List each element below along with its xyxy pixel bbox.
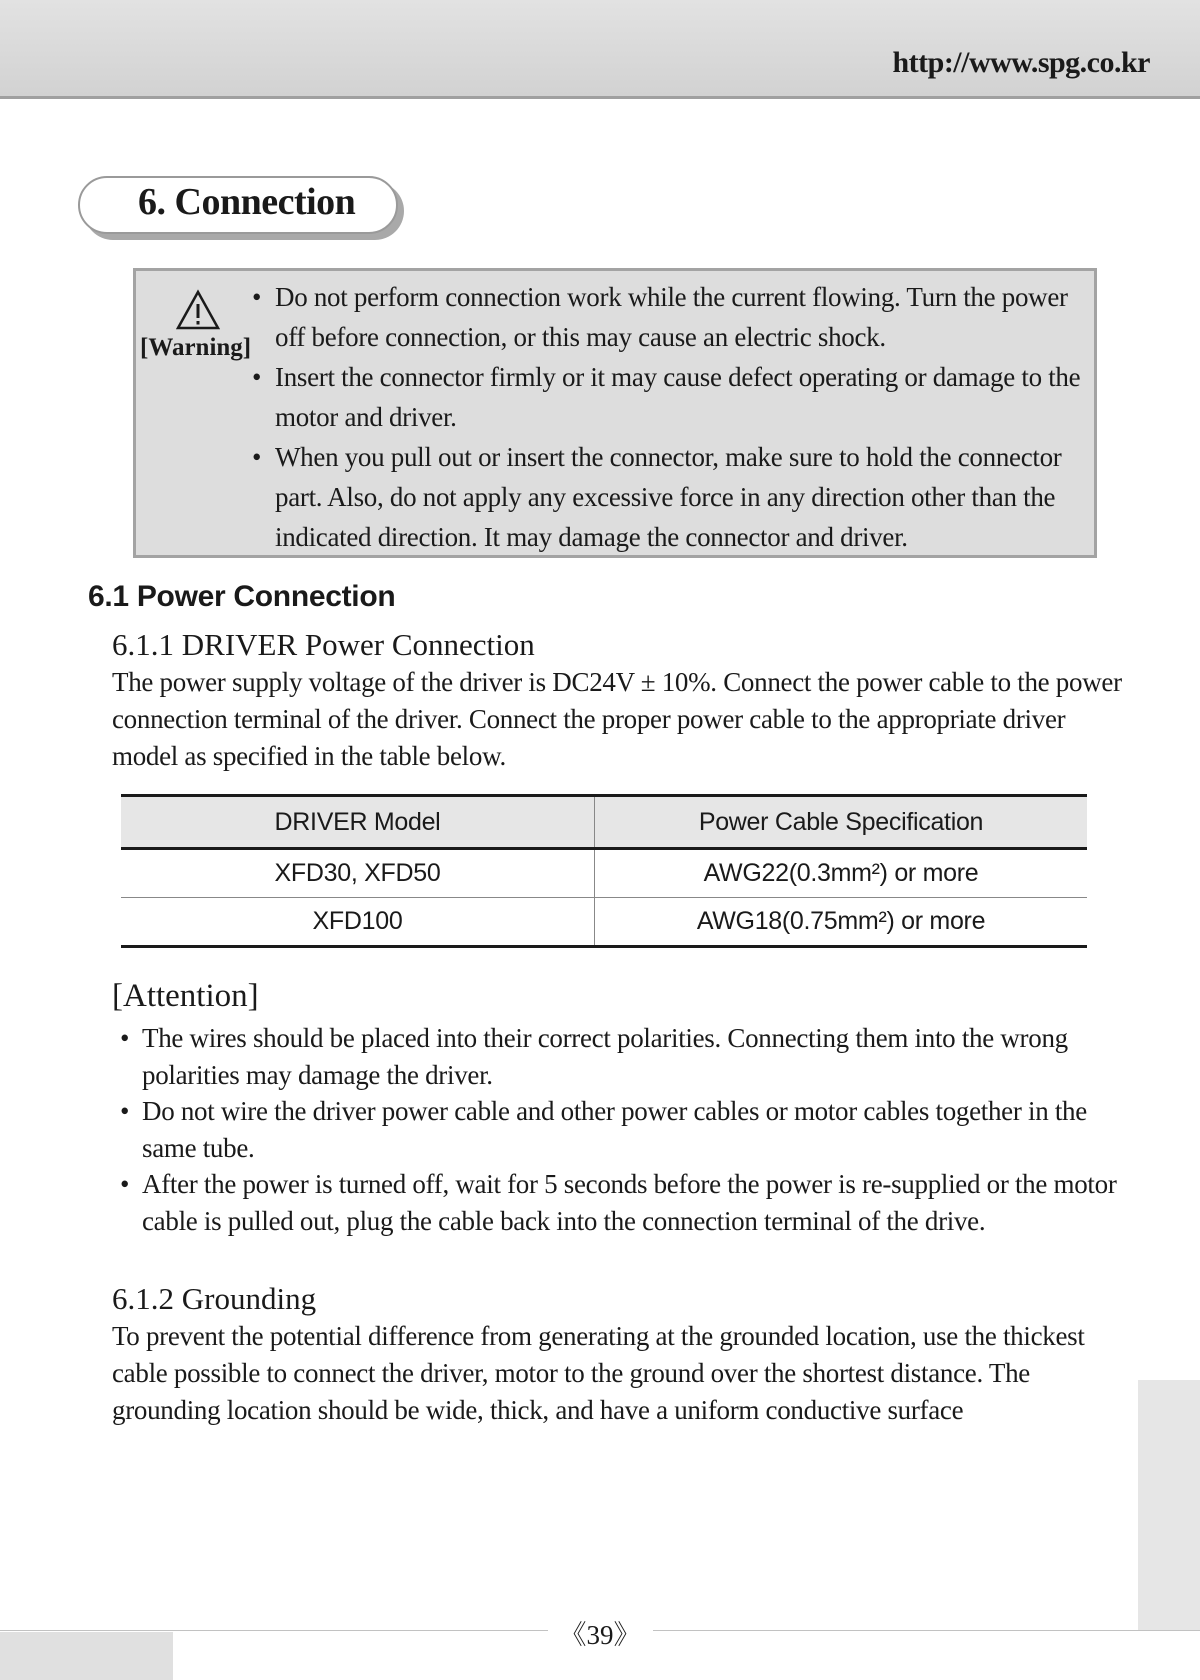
table-header-row (121, 796, 1087, 849)
subsection-heading: 6.1.2 Grounding (112, 1281, 317, 1316)
column-header: DRIVER Model (121, 796, 595, 849)
warning-label: [Warning] (140, 334, 252, 361)
warning-triangle-icon (176, 289, 220, 331)
attention-list (118, 1020, 1133, 1239)
list-item: • When you pull out or insert the connector, make sure to hold the connector part. Also, do not apply any excessive force in any direction other than the indicated direction. It may damage the connector and driver. (250, 437, 1095, 557)
subsection-heading: 6.1.1 DRIVER Power Connection (112, 627, 535, 662)
side-tab (1138, 1380, 1200, 1630)
table-row (121, 898, 1087, 947)
section-title: 6. Connection (138, 181, 356, 223)
page-number-wrap (0, 1613, 1200, 1652)
warning-list (250, 277, 1095, 557)
table-cell: AWG18(0.75mm²) or more (595, 898, 1088, 947)
attention-title: [Attention] (112, 978, 259, 1014)
power-cable-table (121, 794, 1087, 948)
column-header: Power Cable Specification (595, 796, 1088, 849)
table-row (121, 849, 1087, 898)
table-cell: XFD100 (121, 898, 595, 947)
list-item: • Insert the connector firmly or it may cause defect operating or damage to the motor and driver. (250, 357, 1095, 437)
body-paragraph: To prevent the potential difference from generating at the grounded location, use the thickest cable possible to connect the driver, motor to the ground over the shortest distance. The grounding location should be wide, thick, and have a uniform conductive surface (112, 1321, 1085, 1425)
list-item: • After the power is turned off, wait for 5 seconds before the power is re-supplied or the motor cable is pulled out, plug the cable back into the connection terminal of the drive. (118, 1166, 1133, 1239)
table-cell: XFD30, XFD50 (121, 849, 595, 898)
body-paragraph: The power supply voltage of the driver is DC24V ± 10%. Connect the power cable to the power connection terminal of the driver. Connect the proper power cable to the appropriate driver model as specified in the table below. (112, 667, 1122, 771)
list-item: • Do not wire the driver power cable and other power cables or motor cables together in the same tube. (118, 1093, 1133, 1166)
list-item: • The wires should be placed into their correct polarities. Connecting them into the wrong polarities may damage the driver. (118, 1020, 1133, 1093)
table-cell: AWG22(0.3mm²) or more (595, 849, 1088, 898)
list-item: • Do not perform connection work while the current flowing. Turn the power off before connection, or this may cause an electric shock. (250, 277, 1095, 357)
page-number: 《39》 (548, 1620, 653, 1650)
header-url: http://www.spg.co.kr (892, 46, 1150, 79)
section-heading: 6.1 Power Connection (88, 580, 396, 613)
header-divider (0, 96, 1200, 99)
